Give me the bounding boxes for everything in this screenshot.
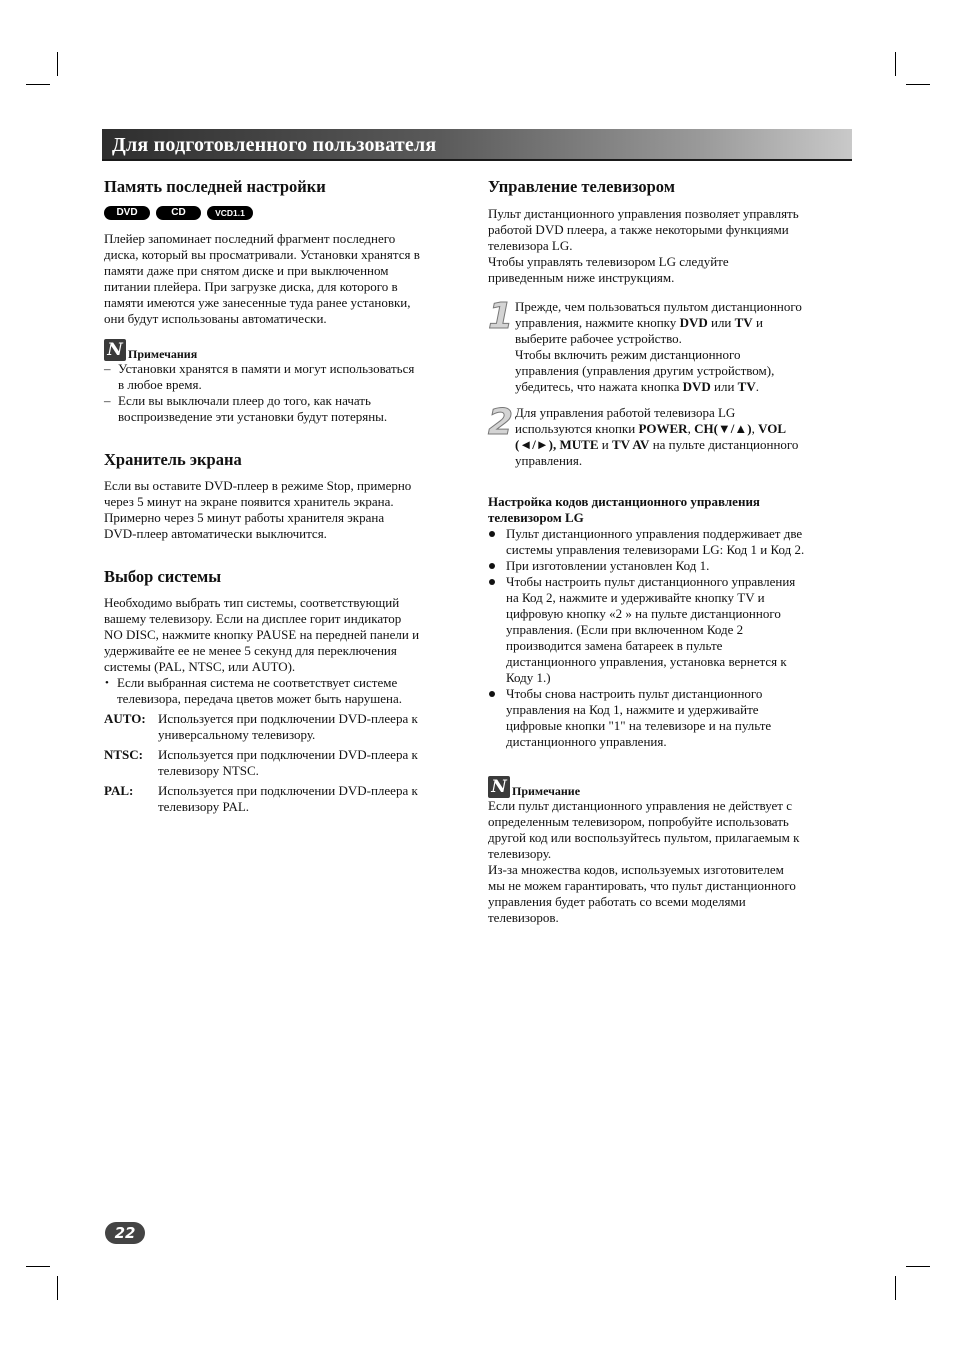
system-line: системы (PAL, NTSC, или AUTO). (104, 659, 296, 674)
step-line: выберите рабочее устройство. (515, 331, 682, 346)
text: , (553, 437, 560, 452)
screensaver-line: Если вы оставите DVD-плеер в режиме Stop, примерно (104, 478, 412, 493)
step-2 (488, 402, 852, 469)
step-line (515, 437, 852, 453)
system-line: удерживайте ее не менее 5 секунд для переключения (104, 643, 397, 658)
power-key: POWER (638, 421, 688, 436)
option-line: универсальному телевизору. (158, 727, 316, 742)
note-heading (488, 776, 852, 798)
step-line (515, 421, 852, 437)
list-item (488, 526, 852, 558)
vol-key: VOL (758, 421, 786, 436)
list-item (488, 686, 852, 750)
option-desc (158, 711, 466, 743)
system-text (104, 595, 466, 675)
system-heading: Выбор системы (104, 567, 222, 586)
item-line: дистанционного управления. (506, 734, 667, 749)
option-desc (158, 783, 466, 815)
tv-line: Чтобы управлять телевизором LG следуйте (488, 254, 729, 269)
text: или (707, 315, 735, 330)
bullet-line: Если выбранная система не соответствует системе (117, 675, 398, 690)
item-line: Чтобы снова настроить пульт дистанционного (506, 686, 763, 701)
bullet-line: телевизора, передача цветов может быть нарушена. (117, 691, 403, 706)
item-line: При изготовлении установлен Код 1. (506, 558, 710, 573)
note-line: Из-за множества кодов, используемых изготовителем (488, 862, 784, 877)
step-1 (488, 296, 852, 395)
heading-line: телевизором LG (488, 510, 584, 525)
vcd-badge: VCD1.1 (207, 206, 253, 220)
text: управления, нажмите кнопку (515, 315, 680, 330)
crop-mark (895, 1276, 896, 1300)
step-number: 1 (488, 296, 514, 337)
note-line: мы не можем гарантировать, что пульт дистанционного (488, 878, 796, 893)
right-column (488, 172, 852, 926)
option-line: Используется при подключении DVD-плеера к (158, 711, 418, 726)
item-line: дистанционного управления, установка вернется к (506, 654, 787, 669)
dvd-key: DVD (679, 315, 708, 330)
system-section (104, 566, 466, 815)
heading-line: Настройка кодов дистанционного управления (488, 494, 760, 509)
text: или (710, 379, 738, 394)
text: . (755, 379, 759, 394)
tv-line: телевизора LG. (488, 238, 573, 253)
item-line: цифровые кнопки "1" на телевизоре и на пульте (506, 718, 772, 733)
tv-line: работой DVD плеера, а также некоторыми функциями (488, 222, 789, 237)
option-pal (104, 783, 466, 815)
dvd-badge: DVD (104, 206, 150, 220)
note-line: Установки хранятся в памяти и могут использоваться (118, 361, 415, 376)
note-line: Если пульт дистанционного управления не действует с (488, 798, 792, 813)
option-key: AUTO: (104, 711, 146, 726)
note-text (488, 798, 852, 926)
system-bullet-list (104, 675, 466, 707)
memory-text (104, 231, 466, 327)
step-line (515, 379, 852, 395)
note-line: определенным телевизором, попробуйте использовать (488, 814, 789, 829)
note-icon: N (104, 339, 126, 361)
step-line: Чтобы включить режим дистанционного (515, 347, 741, 362)
system-line: Необходимо выбрать тип системы, соответствующий (104, 595, 400, 610)
crop-mark (57, 1276, 58, 1300)
option-ntsc (104, 747, 466, 779)
notes-list (104, 361, 466, 425)
notes-heading (104, 339, 466, 361)
option-auto (104, 711, 466, 743)
crop-mark (895, 52, 896, 76)
tv-line: приведенным ниже инструкциям. (488, 270, 675, 285)
left-column (104, 172, 466, 815)
note-label: Примечание (512, 784, 581, 798)
vol-arrows: (◄/►) (515, 437, 554, 452)
tv-key: TV (734, 315, 753, 330)
codes-list (488, 526, 852, 750)
item-line: управления. (Если при включенном Коде 2 (506, 622, 744, 637)
note-line: в любое время. (118, 377, 202, 392)
tv-section (488, 176, 852, 286)
disc-badges (104, 206, 466, 220)
step-line: управления. (515, 453, 583, 468)
text: и (752, 315, 763, 330)
item-line: Коду 1.) (506, 670, 551, 685)
section-header-bar (102, 129, 852, 161)
option-line: Используется при подключении DVD-плеера к (158, 783, 418, 798)
screensaver-line: DVD-плеер автоматически выключится. (104, 526, 327, 541)
system-line: вашему телевизору. Если на дисплее горит индикатор (104, 611, 402, 626)
item-line: Пульт дистанционного управления поддерживает две (506, 526, 803, 541)
codes-heading (488, 494, 852, 526)
notes-label: Примечания (128, 347, 198, 361)
item-line: управления на Код 1, нажмите и удерживайте (506, 702, 759, 717)
list-item (104, 361, 466, 393)
note-block (488, 776, 852, 926)
codes-section (488, 494, 852, 750)
list-item (104, 393, 466, 425)
text: на пульте дистанционного (649, 437, 799, 452)
item-line: на Код 2, нажмите и удерживайте кнопку TV и (506, 590, 765, 605)
crop-mark (57, 52, 58, 76)
tv-key: TV (737, 379, 756, 394)
list-item (488, 574, 852, 686)
page-number: 22 (105, 1222, 145, 1244)
note-line: воспроизведение эти установки будут потеряны. (118, 409, 388, 424)
memory-line: памяти даже при снятом диске и при выключенном (104, 263, 389, 278)
mute-key: MUTE (559, 437, 599, 452)
list-item (104, 675, 466, 707)
crop-mark (906, 84, 930, 85)
option-key: NTSC: (104, 747, 144, 762)
option-line: Используется при подключении DVD-плеера к (158, 747, 418, 762)
note-icon: N (488, 776, 510, 798)
crop-mark (26, 1266, 50, 1267)
item-line: Чтобы настроить пульт дистанционного управления (506, 574, 796, 589)
text: , (751, 421, 759, 436)
note-line: телевизору. (488, 846, 552, 861)
memory-line: Плейер запоминает последний фрагмент последнего (104, 231, 396, 246)
system-line: NO DISC, нажмите кнопку PAUSE на передней панели и (104, 627, 420, 642)
ch-key: CH(▼/▲) (694, 421, 752, 436)
dvd-key: DVD (682, 379, 711, 394)
text: , (687, 421, 695, 436)
screensaver-line: Примерно через 5 минут работы хранителя экрана (104, 510, 385, 525)
cd-badge: CD (156, 206, 201, 220)
memory-line: памяти имеются уже занесенные туда ранее установки, (104, 295, 411, 310)
crop-mark (906, 1266, 930, 1267)
note-line: управления будет работать со всеми моделями (488, 894, 746, 909)
screensaver-section (104, 449, 466, 542)
memory-line: они будут использованы автоматически. (104, 311, 327, 326)
text: убедитесь, что нажата кнопка (515, 379, 683, 394)
note-line: телевизоров. (488, 910, 559, 925)
screensaver-text (104, 478, 466, 542)
system-options (104, 711, 466, 815)
screensaver-heading: Хранитель экрана (104, 450, 242, 469)
item-line: производится замена батареек в пульте (506, 638, 723, 653)
note-line: Если вы выключали плеер до того, как начать (118, 393, 371, 408)
screensaver-line: через 5 минут на экране появится хранитель экрана. (104, 494, 394, 509)
tv-heading: Управление телевизором (488, 177, 675, 196)
step-line: Для управления работой телевизора LG (515, 405, 736, 420)
option-desc (158, 747, 466, 779)
list-item (488, 558, 852, 574)
memory-heading: Память последней настройки (104, 177, 326, 196)
option-line: телевизору PAL. (158, 799, 250, 814)
tv-line: Пульт дистанционного управления позволяет управлять (488, 206, 799, 221)
step-line: Прежде, чем пользоваться пультом дистанционного (515, 299, 802, 314)
item-line: системы управления телевизорами LG: Код 1 и Код 2. (506, 542, 805, 557)
section-title: Для подготовленного пользователя (112, 134, 437, 156)
step-line (515, 315, 852, 331)
memory-line: диска, который вы просматривали. Установки хранятся в (104, 247, 420, 262)
item-line: цифровую кнопку «2 » на пульте дистанционного (506, 606, 781, 621)
note-line: другой код или воспользуйтесь пультом, прилагаемым к (488, 830, 800, 845)
option-key: PAL: (104, 783, 134, 798)
option-line: телевизору NTSC. (158, 763, 259, 778)
notes-block (104, 339, 466, 425)
step-number: 2 (488, 402, 514, 443)
memory-line: питании плейера. При загрузке диска, для которого в (104, 279, 398, 294)
crop-mark (26, 84, 50, 85)
text: и (598, 437, 612, 452)
memory-section (104, 176, 466, 327)
tvav-key: TV AV (611, 437, 650, 452)
text: используются кнопки (515, 421, 639, 436)
step-line: управления (управления другим устройством), (515, 363, 775, 378)
tv-text (488, 206, 852, 286)
